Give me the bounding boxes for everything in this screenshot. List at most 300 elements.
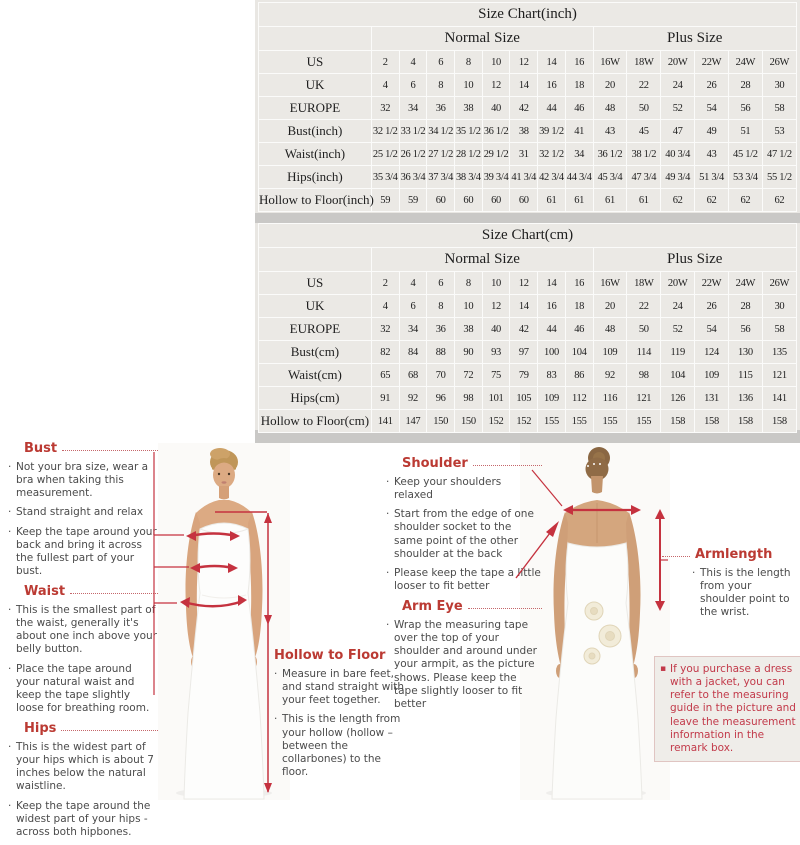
cell: 62 [762,189,796,212]
left-guide-column [8,441,158,845]
cell: 31 [510,143,538,166]
cell: 105 [510,387,538,410]
cell: 30 [762,295,796,318]
cell: 2 [371,272,399,295]
cell: 38 [455,97,483,120]
cell: 32 [371,318,399,341]
cell: 18 [565,295,593,318]
cell: 6 [427,272,455,295]
row-header: UK [259,74,372,97]
section-header [8,721,158,736]
cell: 4 [371,74,399,97]
dotted-leader-line [70,592,158,594]
group-spacer [259,27,372,51]
cell: 47 [661,120,695,143]
cell: 60 [482,189,510,212]
size-charts-region [255,0,800,443]
row-header: Hollow to Floor(cm) [259,410,372,433]
cell: 38 3/4 [455,166,483,189]
cell: 37 3/4 [427,166,455,189]
cell: 131 [695,387,729,410]
section-title: Waist [24,584,66,599]
cell: 52 [661,97,695,120]
cell: 25 1/2 [371,143,399,166]
cell: 60 [510,189,538,212]
row-header: Waist(cm) [259,364,372,387]
cell: 158 [762,410,796,433]
cell: 53 3/4 [728,166,762,189]
cell: 32 1/2 [371,120,399,143]
cell: 109 [695,364,729,387]
cell: 112 [565,387,593,410]
cell: 75 [482,364,510,387]
cell: 6 [399,74,427,97]
table-row [259,272,797,295]
cell: 141 [371,410,399,433]
table-row [259,364,797,387]
dotted-leader-line [473,464,542,466]
table-title-row [259,224,797,248]
cell: 152 [510,410,538,433]
cell: 16W [593,272,627,295]
cell: 20W [661,51,695,74]
cell: 53 [762,120,796,143]
cell: 10 [482,272,510,295]
cell: 50 [627,318,661,341]
cell: 130 [728,341,762,364]
cell: 44 3/4 [565,166,593,189]
bullet-text: This is the length from your hollow (hollow – between the collarbones) to the floor. [282,713,401,778]
cell: 58 [762,97,796,120]
section-title: Armlength [695,547,773,562]
cell: 4 [399,51,427,74]
cell: 40 [482,318,510,341]
cell: 45 3/4 [593,166,627,189]
bullet-dot-icon: · [274,713,278,726]
cell: 50 [627,97,661,120]
table-row [259,166,797,189]
table-group-row [259,27,797,51]
bullet-text: Keep the tape around your back and bring it across the fullest part of your bust. [16,525,157,577]
cell: 49 3/4 [661,166,695,189]
cell: 18W [627,51,661,74]
cell: 16 [538,74,566,97]
cell: 30 [762,74,796,97]
table-row [259,318,797,341]
table-row [259,410,797,433]
cell: 84 [399,341,427,364]
cell: 38 1/2 [627,143,661,166]
size-chart-cm-table [258,223,797,433]
cell: 28 [728,74,762,97]
cell: 36 1/2 [593,143,627,166]
bullet-dot-icon: · [8,506,12,519]
cell: 98 [627,364,661,387]
row-header: Hips(inch) [259,166,372,189]
guide-bullet [386,508,542,561]
section-header [662,547,795,562]
cell: 20 [593,295,627,318]
bullet-text: This is the length from your shoulder point to the wrist. [700,567,791,619]
row-header: Bust(inch) [259,120,372,143]
cell: 48 [593,97,627,120]
cell: 24 [661,295,695,318]
bullet-dot-icon: · [386,508,390,521]
cell: 26W [762,51,796,74]
bullet-list [386,619,542,711]
cell: 8 [427,74,455,97]
cell: 90 [455,341,483,364]
cell: 59 [371,189,399,212]
chart-title: Size Chart(inch) [259,3,797,27]
cell: 45 1/2 [728,143,762,166]
cell: 12 [510,272,538,295]
row-header: UK [259,295,372,318]
cell: 12 [510,51,538,74]
bullet-dot-icon: · [274,668,278,680]
cell: 22 [627,74,661,97]
guide-section-arm-eye [386,599,542,711]
dotted-leader-line [61,729,158,731]
row-header: Hollow to Floor(inch) [259,189,372,212]
cell: 51 [728,120,762,143]
cell: 26 [695,295,729,318]
section-header [8,584,158,599]
cell: 136 [728,387,762,410]
cell: 121 [762,364,796,387]
cell: 155 [627,410,661,433]
cell: 135 [762,341,796,364]
cell: 26 [695,74,729,97]
cell: 68 [399,364,427,387]
cell: 93 [482,341,510,364]
cell: 40 3/4 [661,143,695,166]
group-header: Plus Size [593,27,796,51]
cell: 62 [661,189,695,212]
cell: 79 [510,364,538,387]
cell: 43 [593,120,627,143]
cell: 155 [538,410,566,433]
cell: 109 [538,387,566,410]
cell: 55 1/2 [762,166,796,189]
cell: 70 [427,364,455,387]
bullet-text: Measure in bare feet, and stand straight with your feet together. [282,668,405,707]
cell: 88 [427,341,455,364]
cell: 34 [399,97,427,120]
bullet-text: Start from the edge of one shoulder socket to the same point of the other shoulder at the back [394,508,534,560]
cell: 8 [455,272,483,295]
guide-section-shoulder [386,456,542,593]
table-row [259,387,797,410]
row-header: EUROPE [259,318,372,341]
back-model-photo [520,443,670,800]
cell: 35 3/4 [371,166,399,189]
bullet-dot-icon: · [386,619,390,631]
cell: 150 [427,410,455,433]
cell: 22W [695,272,729,295]
section-title: Hollow to Floor [274,648,386,663]
bullet-text: Stand straight and relax [16,506,144,519]
cell: 61 [538,189,566,212]
cell: 104 [565,341,593,364]
cell: 47 1/2 [762,143,796,166]
section-title: Shoulder [402,456,468,471]
cell: 36 1/2 [482,120,510,143]
section-title: Hips [24,721,57,736]
bullet-text: Keep the tape around the widest part of your hips - across both hipbones. [16,799,151,838]
dotted-leader-line [62,449,158,451]
table-separator-band [255,213,800,223]
cell: 155 [593,410,627,433]
guide-bullet [8,741,158,794]
cell: 24W [728,51,762,74]
cell: 56 [728,97,762,120]
cell: 155 [565,410,593,433]
cell: 49 [695,120,729,143]
cell: 10 [455,74,483,97]
cell: 24 [661,74,695,97]
cell: 34 [565,143,593,166]
cell: 42 [510,318,538,341]
guide-bullet [386,619,542,711]
bullet-text: Keep your shoulders relaxed [394,476,502,502]
cell: 46 [565,97,593,120]
cell: 51 3/4 [695,166,729,189]
cell: 12 [482,295,510,318]
guide-section-armlength [662,547,795,626]
cell: 141 [762,387,796,410]
cell: 36 [427,97,455,120]
cell: 147 [399,410,427,433]
cell: 83 [538,364,566,387]
cell: 124 [695,341,729,364]
guide-bullet [8,506,158,519]
cell: 97 [510,341,538,364]
bullet-dot-icon: · [386,566,390,579]
cell: 44 [538,97,566,120]
guide-bullet [8,526,158,579]
section-header [386,599,542,614]
cell: 16 [538,295,566,318]
cell: 158 [695,410,729,433]
cell: 101 [482,387,510,410]
bullet-dot-icon: · [692,567,696,579]
bullet-list [386,476,542,593]
middle-guide-column [386,456,542,717]
table-row [259,120,797,143]
cell: 114 [627,341,661,364]
cell: 43 [695,143,729,166]
cell: 40 [482,97,510,120]
cell: 35 1/2 [455,120,483,143]
cell: 33 1/2 [399,120,427,143]
cell: 20 [593,74,627,97]
cell: 14 [538,51,566,74]
bullet-list [662,567,795,620]
cell: 98 [455,387,483,410]
group-header: Plus Size [593,248,796,272]
cell: 121 [627,387,661,410]
table-row [259,341,797,364]
dotted-leader-line [468,607,542,609]
cell: 36 [427,318,455,341]
cell: 52 [661,318,695,341]
cell: 109 [593,341,627,364]
table-row [259,143,797,166]
cell: 39 3/4 [482,166,510,189]
guide-section-waist [8,584,158,715]
cell: 42 3/4 [538,166,566,189]
row-header: Bust(cm) [259,341,372,364]
bullet-text: This is the widest part of your hips which is about 7 inches below the natural waistline. [16,741,154,793]
guide-bullet [386,476,542,502]
cell: 82 [371,341,399,364]
guide-section-hips [8,721,158,839]
cell: 58 [762,318,796,341]
cell: 22 [627,295,661,318]
cell: 91 [371,387,399,410]
row-header: Hips(cm) [259,387,372,410]
cell: 116 [593,387,627,410]
table-row [259,97,797,120]
bullet-dot-icon: · [8,461,12,473]
cell: 18W [627,272,661,295]
cell: 32 [371,97,399,120]
bullet-dot-icon: · [8,741,12,753]
cell: 100 [538,341,566,364]
cell: 24W [728,272,762,295]
guide-bullet [8,604,158,657]
cell: 10 [455,295,483,318]
bullet-dot-icon: · [8,525,12,538]
group-spacer [259,248,372,272]
guide-bullet [274,713,406,779]
bullet-text: Place the tape around your natural waist and keep the tape slightly loose for breathing room. [16,662,150,714]
cell: 44 [538,318,566,341]
cell: 34 1/2 [427,120,455,143]
cell: 20W [661,272,695,295]
cell: 104 [661,364,695,387]
cell: 6 [399,295,427,318]
bullet-list [8,604,158,715]
cell: 32 1/2 [538,143,566,166]
cell: 150 [455,410,483,433]
cell: 2 [371,51,399,74]
group-header: Normal Size [371,248,593,272]
cell: 96 [427,387,455,410]
cell: 62 [695,189,729,212]
cell: 29 1/2 [482,143,510,166]
cell: 56 [728,318,762,341]
guide-section-bust [8,441,158,578]
cell: 45 [627,120,661,143]
cell: 16 [565,272,593,295]
cell: 38 [510,120,538,143]
cell: 60 [427,189,455,212]
cell: 39 1/2 [538,120,566,143]
size-chart-inch-table [258,2,797,212]
cell: 4 [399,272,427,295]
cell: 28 [728,295,762,318]
bullet-text: Not your bra size, wear a bra when taking this measurement. [16,461,149,500]
cell: 4 [371,295,399,318]
row-header: Waist(inch) [259,143,372,166]
cell: 18 [565,74,593,97]
square-bullet-icon: ▪ [660,664,667,674]
cell: 14 [510,74,538,97]
cell: 22W [695,51,729,74]
cell: 61 [593,189,627,212]
table-group-row [259,248,797,272]
cell: 14 [538,272,566,295]
guide-bullet [8,800,158,839]
cell: 152 [482,410,510,433]
bullet-list [8,741,158,839]
cell: 65 [371,364,399,387]
row-header: EUROPE [259,97,372,120]
cell: 16W [593,51,627,74]
cell: 86 [565,364,593,387]
cell: 27 1/2 [427,143,455,166]
cell: 115 [728,364,762,387]
bullet-dot-icon: · [8,662,12,675]
cell: 14 [510,295,538,318]
cell: 54 [695,318,729,341]
section-header [386,456,542,471]
cell: 62 [728,189,762,212]
bullet-text: Please keep the tape a little looser to fit better [394,566,541,592]
cell: 61 [565,189,593,212]
cell: 26W [762,272,796,295]
note-text: If you purchase a dress with a jacket, you can refer to the measuring guide in the picture and leave the measurement information in the remark box. [670,663,796,754]
cell: 119 [661,341,695,364]
cell: 16 [565,51,593,74]
cell: 47 3/4 [627,166,661,189]
cell: 41 3/4 [510,166,538,189]
section-title: Bust [24,441,58,456]
bullet-dot-icon: · [8,604,12,616]
bullet-list [8,461,158,578]
bullet-text: This is the smallest part of the waist, generally it's about one inch above your belly button. [16,604,157,656]
cell: 158 [661,410,695,433]
cell: 36 3/4 [399,166,427,189]
cell: 92 [593,364,627,387]
cell: 48 [593,318,627,341]
section-title: Arm Eye [402,599,463,614]
cell: 34 [399,318,427,341]
cell: 8 [455,51,483,74]
cell: 54 [695,97,729,120]
cell: 61 [627,189,661,212]
section-header [8,441,158,456]
cell: 38 [455,318,483,341]
chart-title: Size Chart(cm) [259,224,797,248]
row-header: US [259,51,372,74]
cell: 12 [482,74,510,97]
cell: 6 [427,51,455,74]
jacket-note-box [654,656,800,762]
cell: 126 [661,387,695,410]
cell: 92 [399,387,427,410]
table-row [259,51,797,74]
cell: 28 1/2 [455,143,483,166]
cell: 8 [427,295,455,318]
guide-bullet [386,567,542,593]
cell: 42 [510,97,538,120]
guide-bullet [8,461,158,500]
row-header: US [259,272,372,295]
dotted-leader-line [662,555,690,557]
